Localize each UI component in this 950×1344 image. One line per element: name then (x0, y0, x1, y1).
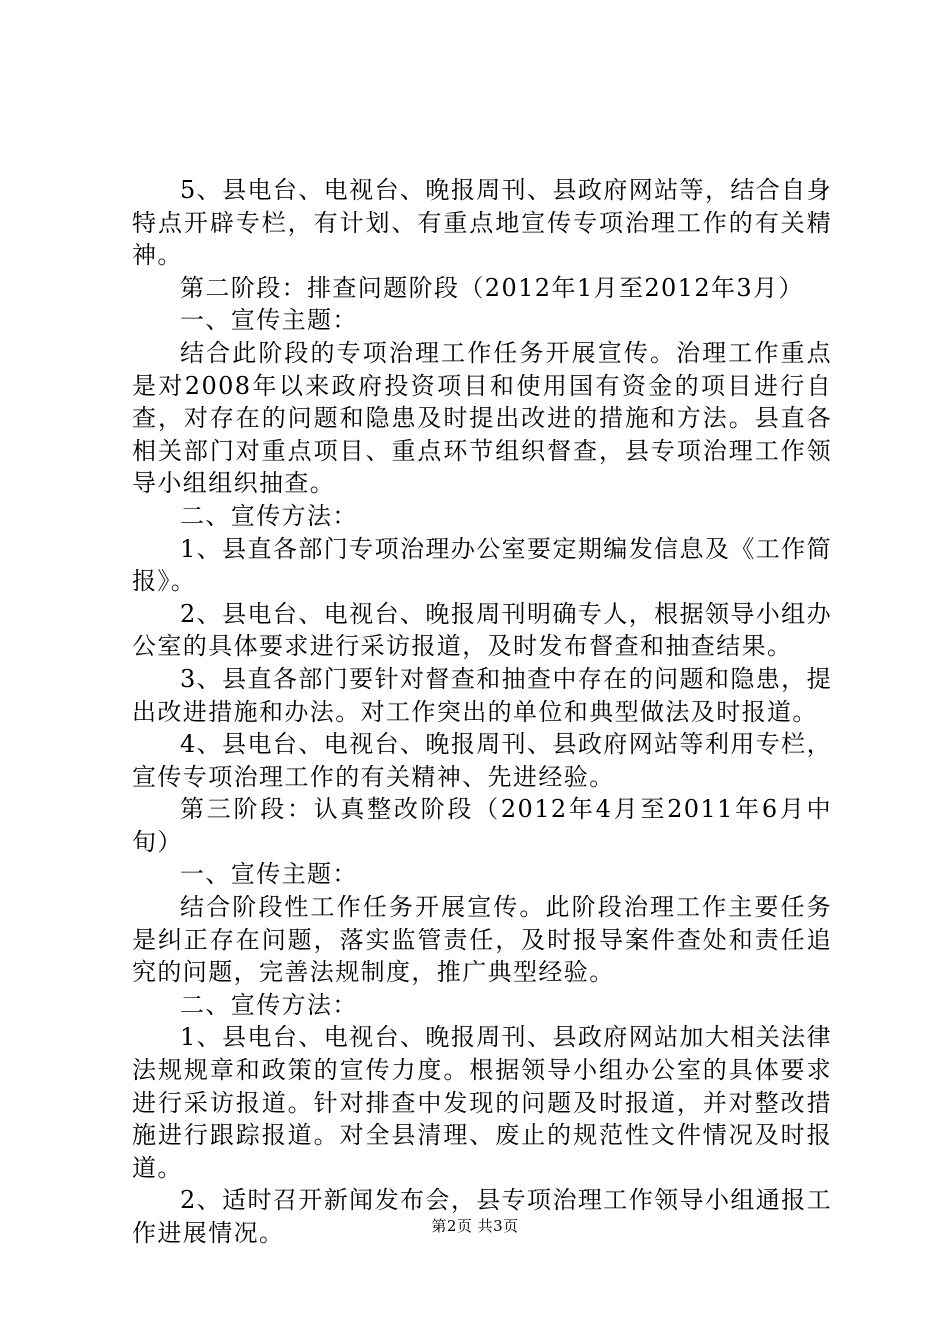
paragraph-item-5: 5、县电台、电视台、晚报周刊、县政府网站等，结合自身特点开辟专栏，有计划、有重点地宣传专项治理工作的有关精神。 (132, 176, 832, 270)
paragraph-method-2: 2、县电台、电视台、晚报周刊明确专人，根据领导小组办公室的具体要求进行采访报道，及时发布督查和抽查结果。 (132, 599, 832, 661)
subheading-methods: 二、宣传方法： (180, 501, 358, 530)
paragraph-method-2-2: 2、适时召开新闻发布会，县专项治理工作领导小组通报工作进展情况。 (132, 1186, 832, 1247)
document-body (132, 174, 832, 1250)
page-number-footer: 第2页 共3页 (431, 1217, 519, 1235)
paragraph-method-3: 3、县直各部门要针对督查和抽查中存在的问题和隐患，提出改进措施和办法。对工作突出的单位和典型做法及时报道。 (132, 664, 832, 726)
paragraph-theme-body: 结合此阶段的专项治理工作任务开展宣传。治理工作重点是对2008年以来政府投资项目和使用国有资金的项目进行自查，对存在的问题和隐患及时提出改进的措施和方法。县直各相关部门对重点项目、重点环节组织督查，县专项治理工作领导小组组织抽查。 (132, 338, 832, 498)
subheading-methods-2: 二、宣传方法： (180, 990, 358, 1019)
subheading-theme: 一、宣传主题： (180, 306, 358, 335)
section-heading-phase-two: 第二阶段：排查问题阶段（2012年1月至2012年3月） (180, 273, 804, 302)
paragraph-method-4: 4、县电台、电视台、晚报周刊、县政府网站等利用专栏，宣传专项治理工作的有关精神、先进经验。 (132, 730, 832, 791)
subheading-theme-2: 一、宣传主题： (180, 860, 358, 889)
paragraph-method-1: 1、县直各部门专项治理办公室要定期编发信息及《工作简报》。 (132, 534, 832, 596)
paragraph-theme-body-2: 结合阶段性工作任务开展宣传。此阶段治理工作主要任务是纠正存在问题，落实监管责任，及时报导案件查处和责任追究的问题，完善法规制度，推广典型经验。 (132, 893, 832, 987)
section-heading-phase-three: 第三阶段：认真整改阶段（2012年4月至2011年6月中旬） (132, 795, 832, 856)
paragraph-method-2-1: 1、县电台、电视台、晚报周刊、县政府网站加大相关法律法规规章和政策的宣传力度。根据领导小组办公室的具体要求进行采访报道。针对排查中发现的问题及时报道，并对整改措施进行跟踪报道。对全县清理、废止的规范性文件情况及时报道。 (132, 1023, 832, 1182)
